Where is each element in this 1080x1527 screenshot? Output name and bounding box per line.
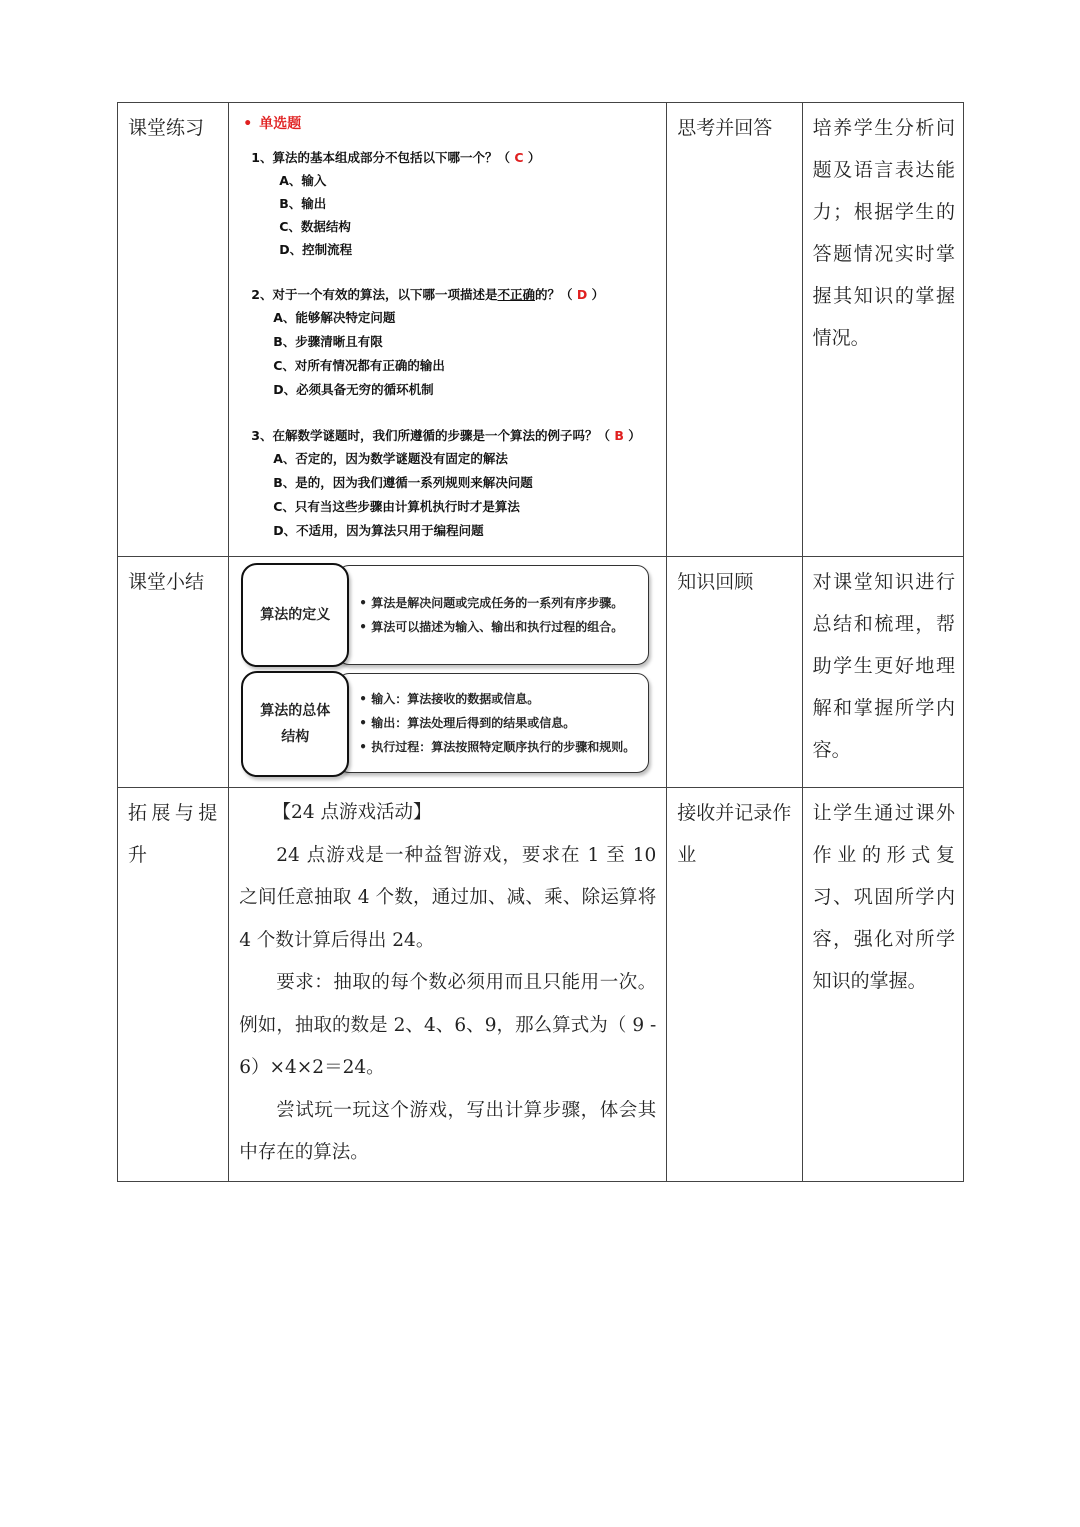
student-activity: 知识回顾 (677, 571, 754, 593)
quiz-block (229, 103, 666, 551)
summary-group-structure (239, 671, 656, 777)
row-label: 课堂练习 (128, 117, 205, 139)
lesson-plan-table (117, 102, 964, 1182)
question-3 (251, 425, 660, 543)
purpose-cell (802, 103, 963, 557)
activity-cell (667, 103, 802, 557)
list-item: • 输出：算法处理后得到的结果或信息。 (359, 711, 650, 735)
answer-mark: C (514, 150, 524, 165)
option: B、输出 (279, 196, 327, 211)
option: C、对所有情况都有正确的输出 (273, 358, 445, 373)
design-purpose: 让学生通过课外作业的形式复习、巩固所学内容，强化对所学知识的掌握。 (812, 802, 955, 992)
question-title: 3、在解数学谜题时，我们所遵循的步骤是一个算法的例子吗？（ B ） (251, 428, 641, 443)
bullet-icon: • (359, 620, 367, 634)
student-activity: 思考并回答 (677, 117, 773, 139)
option: D、控制流程 (279, 242, 353, 257)
summary-list (359, 687, 650, 759)
list-item: • 算法可以描述为输入、输出和执行过程的组合。 (359, 615, 650, 639)
summary-list (359, 591, 650, 639)
list-item: • 输入：算法接收的数据或信息。 (359, 687, 650, 711)
row-label-cell (118, 557, 229, 788)
paragraph: 要求：抽取的每个数必须用而且只能用一次。例如，抽取的数是 2、4、6、9，那么算式为（ 9 - 6）×4×2＝24。 (239, 972, 657, 1078)
row-label-cell (118, 788, 229, 1182)
question-2 (251, 284, 660, 402)
question-1 (251, 147, 660, 261)
option: A、否定的，因为数学谜题没有固定的解法 (273, 451, 508, 466)
answer-mark: B (614, 428, 624, 443)
bullet-icon: • (243, 116, 253, 132)
design-purpose: 对课堂知识进行总结和梳理，帮助学生更好地理解和掌握所学内容。 (812, 571, 955, 761)
bullet-icon: • (359, 692, 367, 706)
row-label: 拓展与提升 (128, 802, 221, 866)
bullet-icon: • (359, 740, 367, 754)
table-row-summary (118, 557, 964, 788)
summary-title-box: 算法的定义 (241, 563, 349, 667)
table-row-extension (118, 788, 964, 1182)
summary-diagram (229, 557, 666, 787)
table-row-practice (118, 103, 964, 557)
purpose-cell (802, 788, 963, 1182)
option: D、必须具备无穷的循环机制 (273, 382, 434, 397)
option: A、能够解决特定问题 (273, 310, 396, 325)
row-label-cell (118, 103, 229, 557)
option: B、是的，因为我们遵循一系列规则来解决问题 (273, 475, 533, 490)
option: C、只有当这些步骤由计算机执行时才是算法 (273, 499, 520, 514)
answer-mark: D (576, 287, 588, 302)
purpose-cell (802, 557, 963, 788)
activity-content (229, 788, 666, 1181)
design-purpose: 培养学生分析问题及语言表达能力；根据学生的答题情况实时掌握其知识的掌握情况。 (812, 117, 955, 349)
summary-group-definition (239, 563, 656, 667)
summary-title-box: 算法的总体 结构 (241, 671, 349, 777)
student-activity: 接收并记录作业 (677, 802, 792, 866)
quiz-heading: • 单选题 (243, 116, 302, 132)
option: B、步骤清晰且有限 (273, 334, 383, 349)
bullet-icon: • (359, 716, 367, 730)
option: D、不适用，因为算法只用于编程问题 (273, 523, 484, 538)
option: A、输入 (279, 173, 327, 188)
activity-cell (667, 788, 802, 1182)
activity-title: 【24 点游戏活动】 (272, 802, 432, 823)
paragraph: 24 点游戏是一种益智游戏，要求在 1 至 10 之间任意抽取 4 个数，通过加、减、乘、除运算将 4 个数计算后得出 24。 (239, 844, 657, 951)
list-item: • 算法是解决问题或完成任务的一系列有序步骤。 (359, 591, 650, 615)
quiz-cell (229, 103, 667, 557)
question-title: 2、对于一个有效的算法，以下哪一项描述是不正确的？（ D ） (251, 287, 605, 302)
question-title: 1、算法的基本组成部分不包括以下哪一个？（ C ） (251, 150, 541, 165)
paragraph: 尝试玩一玩这个游戏，写出计算步骤，体会其中存在的算法。 (239, 1099, 657, 1163)
activity-cell (667, 557, 802, 788)
activity-content-cell (229, 788, 667, 1182)
list-item: • 执行过程：算法按照特定顺序执行的步骤和规则。 (359, 735, 650, 759)
summary-cell (229, 557, 667, 788)
option: C、数据结构 (279, 219, 351, 234)
bullet-icon: • (359, 596, 367, 610)
row-label: 课堂小结 (128, 571, 205, 593)
